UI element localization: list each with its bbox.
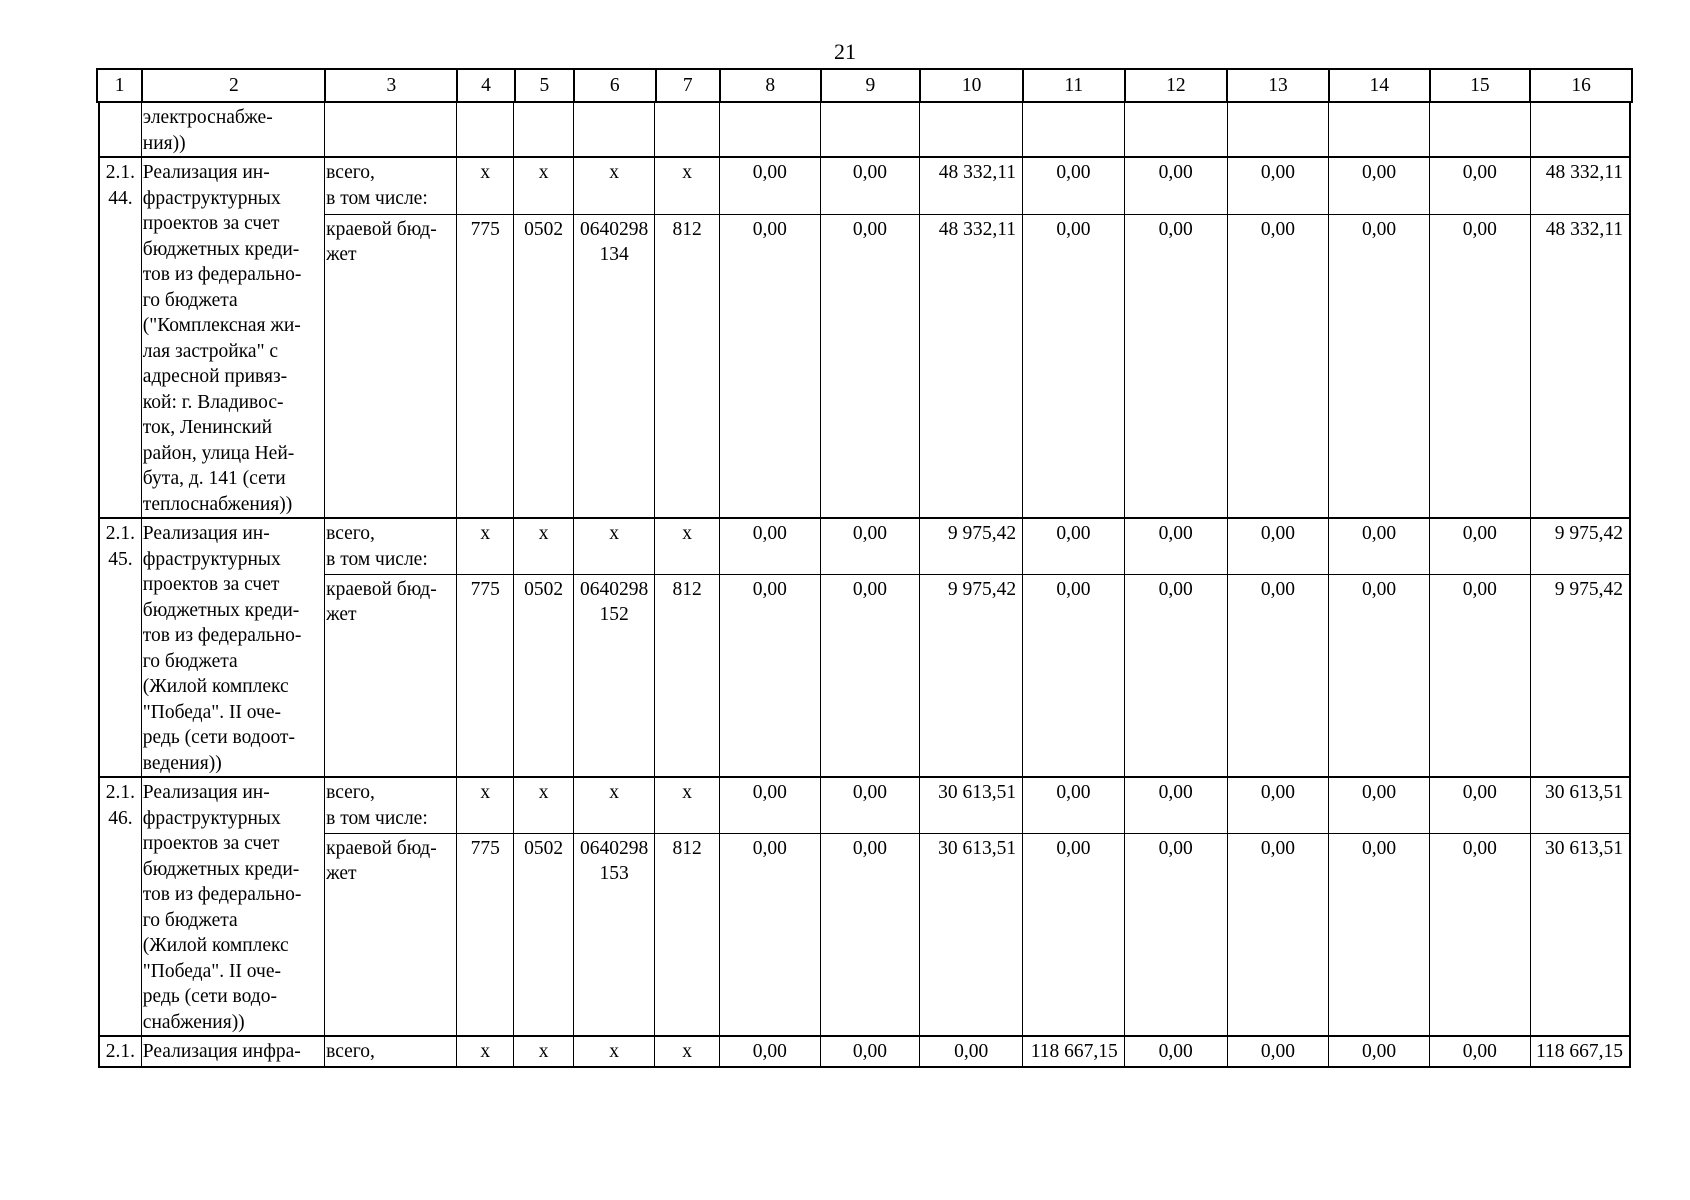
amount-cell-c16: 30 613,51 [1530,833,1630,1036]
amount-cell-c12: 0,00 [1124,214,1227,518]
amount-cell-c11: 0,00 [1023,833,1125,1036]
empty-cell [1023,102,1125,157]
source-label-cell: краевой бюд- жет [325,833,457,1036]
amount-cell-c11: 0,00 [1023,777,1125,833]
code-cell-c4: 775 [457,833,514,1036]
code-cell-c5: 0502 [514,833,573,1036]
code-cell-c4: x [457,777,514,833]
column-header-7: 7 [656,69,720,102]
amount-cell-c15: 0,00 [1429,157,1530,214]
amount-cell-c11: 0,00 [1023,214,1125,518]
amount-cell-c8: 0,00 [719,1036,820,1067]
code-cell-c7: 812 [655,214,719,518]
table-row-regional-budget [99,833,1630,1036]
amount-cell-c15: 0,00 [1429,777,1530,833]
column-header-1: 1 [97,69,142,102]
code-cell-c6: 0640298 153 [573,833,655,1036]
amount-cell-c14: 0,00 [1329,574,1430,777]
source-label-cell: всего, в том числе: [325,518,457,574]
code-cell-c5: x [514,777,573,833]
amount-cell-c15: 0,00 [1429,1036,1530,1067]
column-header-9: 9 [821,69,921,102]
source-label-cell: краевой бюд- жет [325,214,457,518]
amount-cell-c16: 48 332,11 [1530,214,1630,518]
empty-cell [573,102,655,157]
header-row [97,69,1632,102]
code-cell-c7: 812 [655,574,719,777]
amount-cell-c13: 0,00 [1227,214,1329,518]
column-header-14: 14 [1329,69,1430,102]
continuation-row [99,102,1630,157]
source-label-cell: краевой бюд- жет [325,574,457,777]
amount-cell-c8: 0,00 [719,157,820,214]
empty-cell [719,102,820,157]
empty-cell [655,102,719,157]
column-header-3: 3 [325,69,457,102]
amount-cell-c8: 0,00 [719,574,820,777]
column-header-16: 16 [1530,69,1632,102]
code-cell-c7: x [655,157,719,214]
amount-cell-c16: 30 613,51 [1530,777,1630,833]
empty-cell [820,102,920,157]
row-name-cell: Реализация ин- фраструктурных проектов за счет бюджетных креди- тов из федерально- го бюджета ("Комплексная жи- лая застройка" с адресной привяз- кой: г. Владивос- ток, Ленинский район, улица Ней- бута, д. 141 (сети теплоснабжения)) [141,157,324,518]
amount-cell-c9: 0,00 [820,518,920,574]
row-id-cell: 2.1. 45. [99,518,141,777]
code-cell-c6: 0640298 152 [573,574,655,777]
amount-cell-c12: 0,00 [1124,1036,1227,1067]
amount-cell-c9: 0,00 [820,214,920,518]
table-row-total [99,1036,1630,1067]
empty-cell [457,102,514,157]
amount-cell-c12: 0,00 [1124,157,1227,214]
column-header-6: 6 [574,69,656,102]
amount-cell-c12: 0,00 [1124,518,1227,574]
empty-cell [1227,102,1329,157]
amount-cell-c10: 9 975,42 [920,574,1023,777]
column-header-13: 13 [1227,69,1329,102]
amount-cell-c12: 0,00 [1124,833,1227,1036]
amount-cell-c16: 9 975,42 [1530,574,1630,777]
code-cell-c4: 775 [457,214,514,518]
column-header-8: 8 [720,69,821,102]
source-label-cell: всего, в том числе: [325,777,457,833]
amount-cell-c8: 0,00 [719,214,820,518]
column-header-12: 12 [1125,69,1228,102]
amount-cell-c8: 0,00 [719,833,820,1036]
amount-cell-c10: 30 613,51 [920,777,1023,833]
amount-cell-c12: 0,00 [1124,777,1227,833]
amount-cell-c8: 0,00 [719,518,820,574]
code-cell-c5: 0502 [514,214,573,518]
code-cell-c6: x [573,777,655,833]
empty-cell [514,102,573,157]
column-header-2: 2 [142,69,325,102]
row-name-cell: Реализация инфра- [141,1036,324,1067]
column-header-5: 5 [515,69,574,102]
source-label-cell: всего, в том числе: [325,157,457,214]
row-name-cell: Реализация ин- фраструктурных проектов за счет бюджетных креди- тов из федерально- го бюджета (Жилой комплекс "Победа". II оче- редь (сети водоот- ведения)) [141,518,324,777]
empty-cell [1329,102,1430,157]
amount-cell-c10: 30 613,51 [920,833,1023,1036]
table-row-total [99,157,1630,214]
amount-cell-c13: 0,00 [1227,833,1329,1036]
amount-cell-c11: 118 667,15 [1023,1036,1125,1067]
amount-cell-c8: 0,00 [719,777,820,833]
amount-cell-c9: 0,00 [820,574,920,777]
amount-cell-c10: 48 332,11 [920,157,1023,214]
column-header-10: 10 [920,69,1023,102]
amount-cell-c10: 9 975,42 [920,518,1023,574]
amount-cell-c14: 0,00 [1329,157,1430,214]
column-header-11: 11 [1023,69,1125,102]
row-id-cell [99,102,141,157]
table-row-total [99,777,1630,833]
amount-cell-c15: 0,00 [1429,518,1530,574]
code-cell-c6: x [573,518,655,574]
column-header-4: 4 [457,69,514,102]
empty-cell [920,102,1023,157]
table-row-regional-budget [99,214,1630,518]
amount-cell-c10: 0,00 [920,1036,1023,1067]
row-name-cell: электроснабже- ния)) [141,102,324,157]
empty-cell [1124,102,1227,157]
amount-cell-c9: 0,00 [820,833,920,1036]
code-cell-c6: 0640298 134 [573,214,655,518]
amount-cell-c9: 0,00 [820,157,920,214]
amount-cell-c13: 0,00 [1227,1036,1329,1067]
amount-cell-c12: 0,00 [1124,574,1227,777]
amount-cell-c13: 0,00 [1227,157,1329,214]
code-cell-c4: x [457,518,514,574]
code-cell-c5: x [514,1036,573,1067]
amount-cell-c16: 48 332,11 [1530,157,1630,214]
amount-cell-c9: 0,00 [820,777,920,833]
amount-cell-c10: 48 332,11 [920,214,1023,518]
row-name-cell: Реализация ин- фраструктурных проектов за счет бюджетных креди- тов из федерально- го бюджета (Жилой комплекс "Победа". II оче- редь (сети водо- снабжения)) [141,777,324,1036]
code-cell-c7: x [655,1036,719,1067]
amount-cell-c15: 0,00 [1429,214,1530,518]
amount-cell-c11: 0,00 [1023,518,1125,574]
table-row-total [99,518,1630,574]
code-cell-c6: x [573,1036,655,1067]
amount-cell-c14: 0,00 [1329,777,1430,833]
amount-cell-c11: 0,00 [1023,574,1125,777]
row-id-cell: 2.1. 46. [99,777,141,1036]
code-cell-c6: x [573,157,655,214]
amount-cell-c14: 0,00 [1329,518,1430,574]
amount-cell-c9: 0,00 [820,1036,920,1067]
code-cell-c4: x [457,1036,514,1067]
amount-cell-c15: 0,00 [1429,833,1530,1036]
amount-cell-c16: 9 975,42 [1530,518,1630,574]
amount-cell-c15: 0,00 [1429,574,1530,777]
amount-cell-c16: 118 667,15 [1530,1036,1630,1067]
code-cell-c5: x [514,157,573,214]
source-label-cell: всего, [325,1036,457,1067]
column-header-15: 15 [1430,69,1531,102]
row-id-cell: 2.1. 44. [99,157,141,518]
column-number-header [96,68,1633,103]
code-cell-c4: x [457,157,514,214]
amount-cell-c14: 0,00 [1329,1036,1430,1067]
amount-cell-c14: 0,00 [1329,833,1430,1036]
amount-cell-c11: 0,00 [1023,157,1125,214]
code-cell-c5: 0502 [514,574,573,777]
code-cell-c7: x [655,777,719,833]
amount-cell-c13: 0,00 [1227,518,1329,574]
page-number: 21 [834,39,856,64]
amount-cell-c13: 0,00 [1227,777,1329,833]
amount-cell-c13: 0,00 [1227,574,1329,777]
budget-table [98,101,1631,1068]
amount-cell-c14: 0,00 [1329,214,1430,518]
empty-cell [1429,102,1530,157]
table-row-regional-budget [99,574,1630,777]
empty-cell [325,102,457,157]
code-cell-c7: 812 [655,833,719,1036]
code-cell-c7: x [655,518,719,574]
row-id-cell: 2.1. [99,1036,141,1067]
empty-cell [1530,102,1630,157]
code-cell-c5: x [514,518,573,574]
code-cell-c4: 775 [457,574,514,777]
